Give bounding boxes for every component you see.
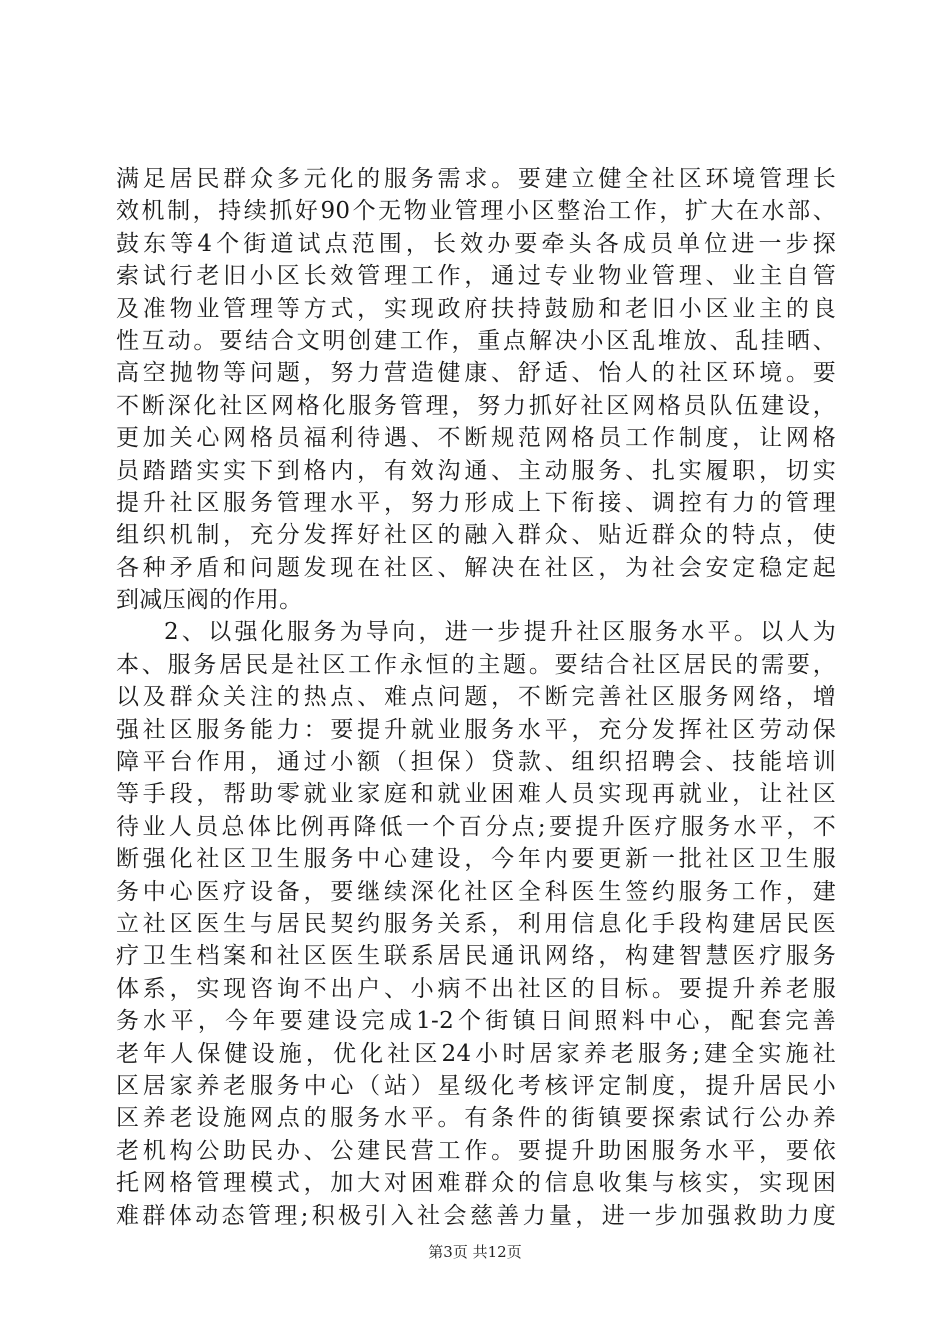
text-line: 强社区服务能力：要提升就业服务水平，充分发挥社区劳动保 xyxy=(116,716,836,743)
text-line: 高空抛物等问题，努力营造健康、舒适、怡人的社区环境。要 xyxy=(116,360,836,387)
text-line: 立社区医生与居民契约服务关系，利用信息化手段构建居民医 xyxy=(116,910,836,937)
text-line: 组织机制，充分发挥好社区的融入群众、贴近群众的特点，使 xyxy=(116,522,836,549)
text-line: 难群体动态管理;积极引入社会慈善力量，进一步加强救助力度 xyxy=(116,1202,836,1229)
text-line: 及准物业管理等方式，实现政府扶持鼓励和老旧小区业主的良 xyxy=(116,295,836,322)
text-line: 等手段，帮助零就业家庭和就业困难人员实现再就业，让社区 xyxy=(116,781,836,808)
text-line: 员踏踏实实下到格内，有效沟通、主动服务、扎实履职，切实 xyxy=(116,457,836,484)
text-line: 区养老设施网点的服务水平。有条件的街镇要探索试行公办养 xyxy=(116,1105,836,1132)
text-line: 效机制，持续抓好90个无物业管理小区整治工作，扩大在水部、 xyxy=(116,198,836,225)
text-line: 障平台作用，通过小额（担保）贷款、组织招聘会、技能培训 xyxy=(116,749,836,776)
text-line: 鼓东等4个街道试点范围，长效办要牵头各成员单位进一步探 xyxy=(116,230,836,257)
text-line: 性互动。要结合文明创建工作，重点解决小区乱堆放、乱挂晒、 xyxy=(116,327,836,354)
text-line: 不断深化社区网格化服务管理，努力抓好社区网格员队伍建设， xyxy=(116,392,836,419)
text-line: 老年人保健设施，优化社区24小时居家养老服务;建全实施社 xyxy=(116,1040,836,1067)
text-line: 区居家养老服务中心（站）星级化考核评定制度，提升居民小 xyxy=(116,1072,836,1099)
text-line: 索试行老旧小区长效管理工作，通过专业物业管理、业主自管 xyxy=(116,263,836,290)
text-line: 以及群众关注的热点、难点问题，不断完善社区服务网络，增 xyxy=(116,684,836,711)
page-footer: 第3页 共12页 xyxy=(428,1243,522,1261)
text-line: 疗卫生档案和社区医生联系居民通讯网络，构建智慧医疗服务 xyxy=(116,943,836,970)
text-line: 到减压阀的作用。 xyxy=(116,587,303,614)
text-line: 各种矛盾和问题发现在社区、解决在社区，为社会安定稳定起 xyxy=(116,554,836,581)
text-line: 务水平，今年要建设完成1-2个街镇日间照料中心，配套完善 xyxy=(116,1008,836,1035)
text-line: 2、以强化服务为导向，进一步提升社区服务水平。以人为 xyxy=(164,619,836,646)
text-line: 更加关心网格员福利待遇、不断规范网格员工作制度，让网格 xyxy=(116,425,836,452)
body-text xyxy=(116,163,836,1232)
text-line: 满足居民群众多元化的服务需求。要建立健全社区环境管理长 xyxy=(116,166,836,192)
text-line: 提升社区服务管理水平，努力形成上下衔接、调控有力的管理 xyxy=(116,489,836,516)
text-line: 务中心医疗设备，要继续深化社区全科医生签约服务工作，建 xyxy=(116,878,836,905)
text-line: 托网格管理模式，加大对困难群众的信息收集与核实，实现困 xyxy=(116,1170,836,1197)
text-line: 老机构公助民办、公建民营工作。要提升助困服务水平，要依 xyxy=(116,1137,836,1164)
text-line: 本、服务居民是社区工作永恒的主题。要结合社区居民的需要， xyxy=(116,651,836,678)
text-line: 体系，实现咨询不出户、小病不出社区的目标。要提升养老服 xyxy=(116,975,836,1002)
text-line: 待业人员总体比例再降低一个百分点;要提升医疗服务水平，不 xyxy=(116,813,836,840)
text-line: 断强化社区卫生服务中心建设，今年内要更新一批社区卫生服 xyxy=(116,846,836,873)
